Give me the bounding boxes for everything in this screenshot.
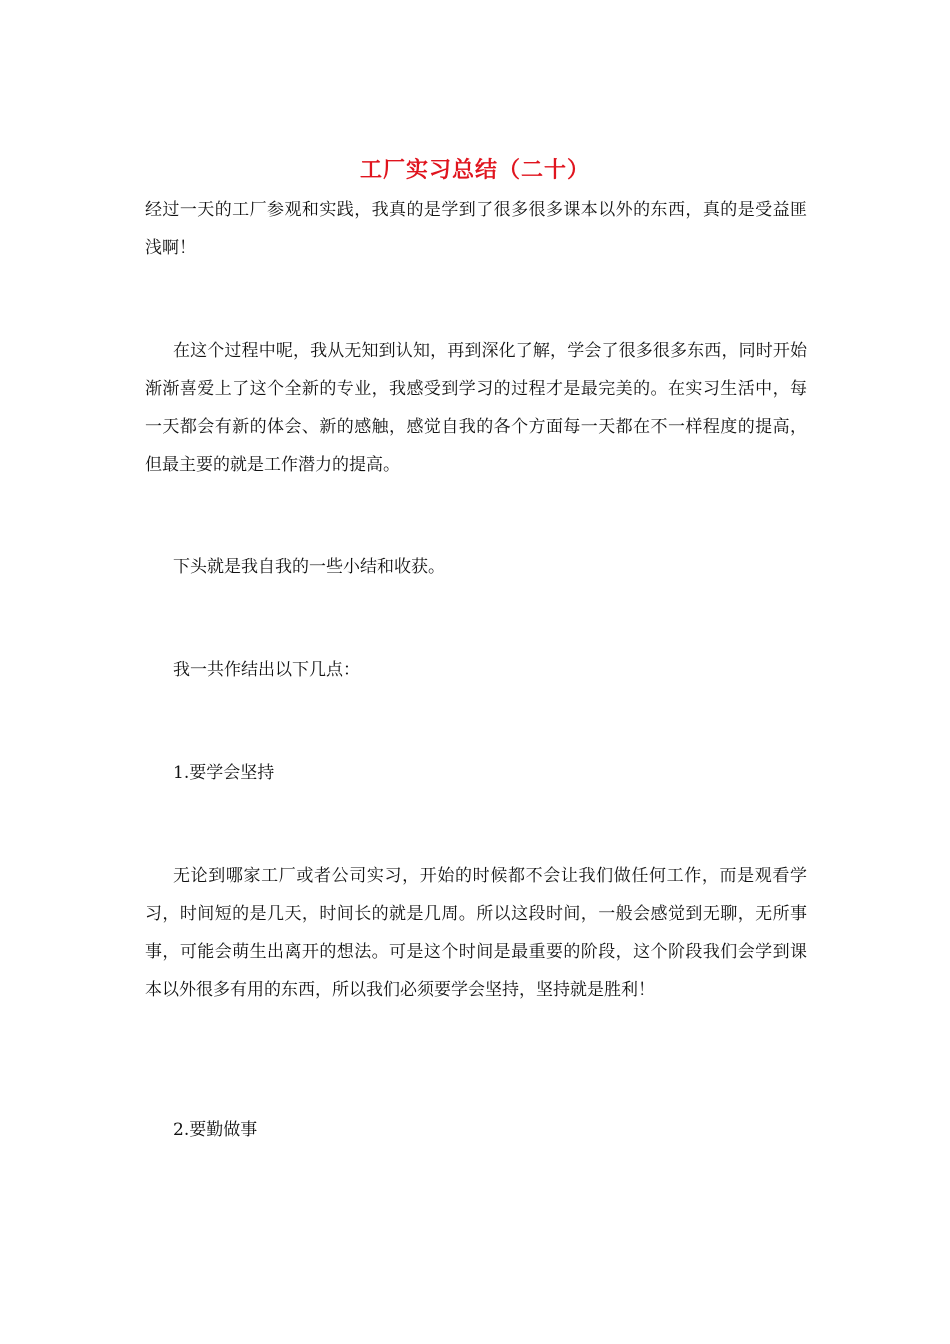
paragraph-intro: 经过一天的工厂参观和实践，我真的是学到了很多很多课本以外的东西，真的是受益匪浅啊！ [145, 200, 807, 258]
paragraph-process: 在这个过程中呢，我从无知到认知，再到深化了解，学会了很多很多东西，同时开始渐渐喜爱上了这个全新的专业，我感受到学习的过程才是最完美的。在实习生活中，每一天都会有新的体会、新的感触，感觉自我的各个方面每一天都在不一样程度的提高，但最主要的就是工作潜力的提高。 [145, 341, 807, 475]
heading-point-2: 2.要勤做事 [173, 1120, 258, 1140]
heading-point-1: 1.要学会坚持 [173, 763, 275, 783]
paragraph-points-intro: 我一共作结出以下几点： [173, 660, 360, 680]
document-title: 工厂实习总结（二十） [359, 157, 590, 183]
paragraph-point-1-body: 无论到哪家工厂或者公司实习，开始的时候都不会让我们做任何工作，而是观看学习，时间短的是几天，时间长的就是几周。所以这段时间，一般会感觉到无聊，无所事事，可能会萌生出离开的想法。可是这个时间是最重要的阶段，这个阶段我们会学到课本以外很多有用的东西，所以我们必须要学会坚持，坚持就是胜利！ [145, 866, 807, 1000]
paragraph-summary-intro: 下头就是我自我的一些小结和收获。 [173, 557, 445, 577]
